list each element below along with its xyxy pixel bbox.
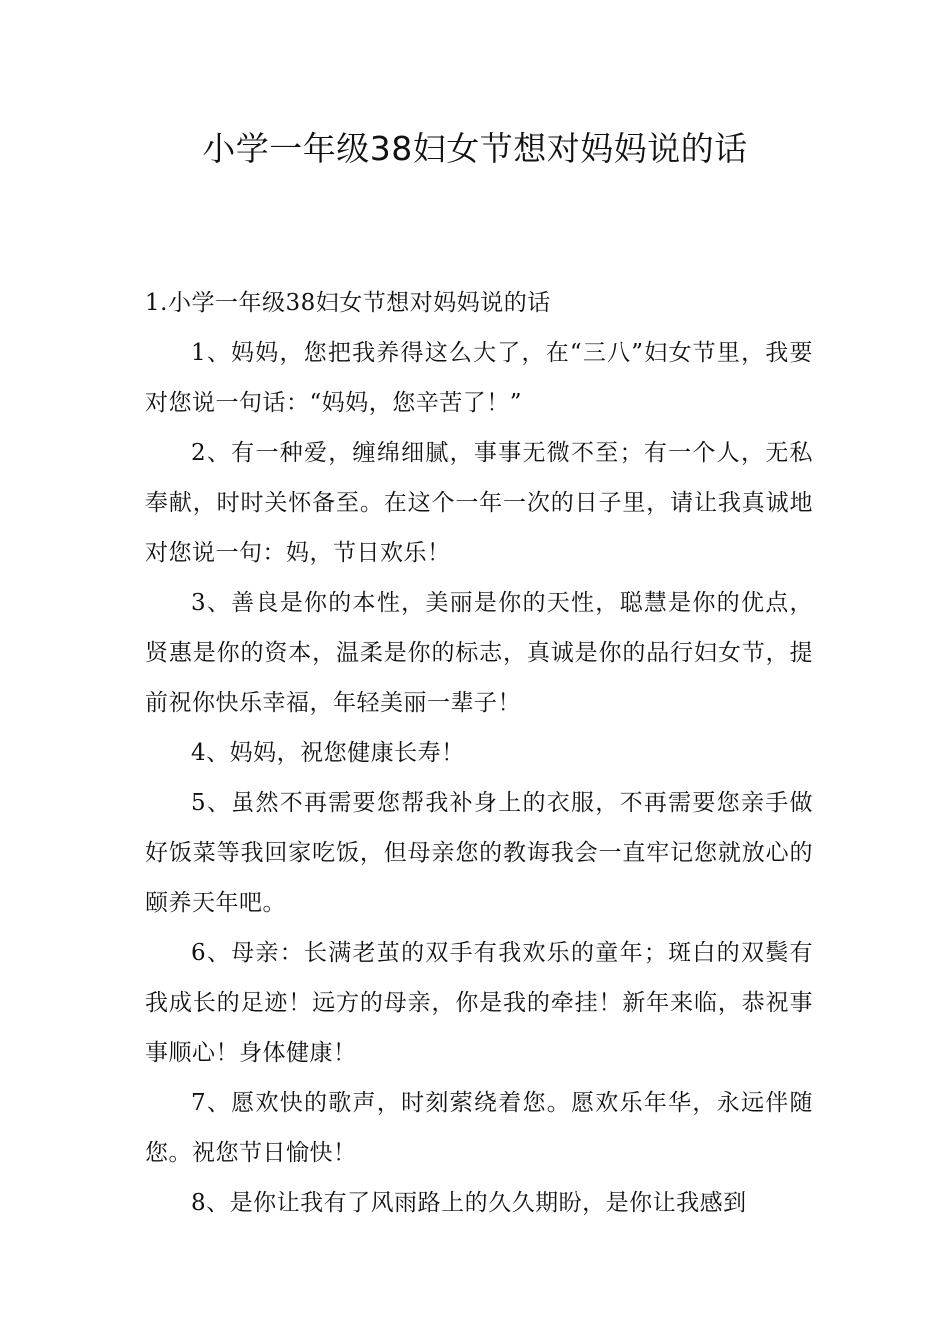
paragraph-6: 6、母亲：长满老茧的双手有我欢乐的童年；斑白的双鬓有我成长的足迹！远方的母亲，你是我的牵挂！新年来临，恭祝事事顺心！身体健康！ — [145, 940, 813, 1066]
paragraph-2: 2、有一种爱，缠绵细腻，事事无微不至；有一个人，无私奉献，时时关怀备至。在这个一年一次的日子里，请让我真诚地对您说一句：妈，节日欢乐！ — [145, 440, 813, 566]
paragraph-3: 3、善良是你的本性，美丽是你的天性，聪慧是你的优点，贤惠是你的资本，温柔是你的标志，真诚是你的品行妇女节，提前祝你快乐幸福，年轻美丽一辈子！ — [145, 590, 813, 716]
paragraph-7: 7、愿欢快的歌声，时刻萦绕着您。愿欢乐年华，永远伴随您。祝您节日愉快！ — [145, 1090, 813, 1166]
paragraph-8: 8、是你让我有了风雨路上的久久期盼，是你让我感到 — [191, 1190, 747, 1216]
section-heading: 1.小学一年级38妇女节想对妈妈说的话 — [145, 290, 551, 316]
paragraph-1: 1、妈妈，您把我养得这么大了，在“三八”妇女节里，我要对您说一句话：“妈妈，您辛苦了！” — [145, 340, 813, 416]
paragraph-5: 5、虽然不再需要您帮我补身上的衣服，不再需要您亲手做好饭菜等我回家吃饭，但母亲您的教诲我会一直牢记您就放心的颐养天年吧。 — [145, 790, 813, 916]
paragraph-4: 4、妈妈，祝您健康长寿！ — [191, 740, 465, 766]
document-title: 小学一年级38妇女节想对妈妈说的话 — [202, 129, 748, 168]
document-body — [145, 278, 813, 1228]
